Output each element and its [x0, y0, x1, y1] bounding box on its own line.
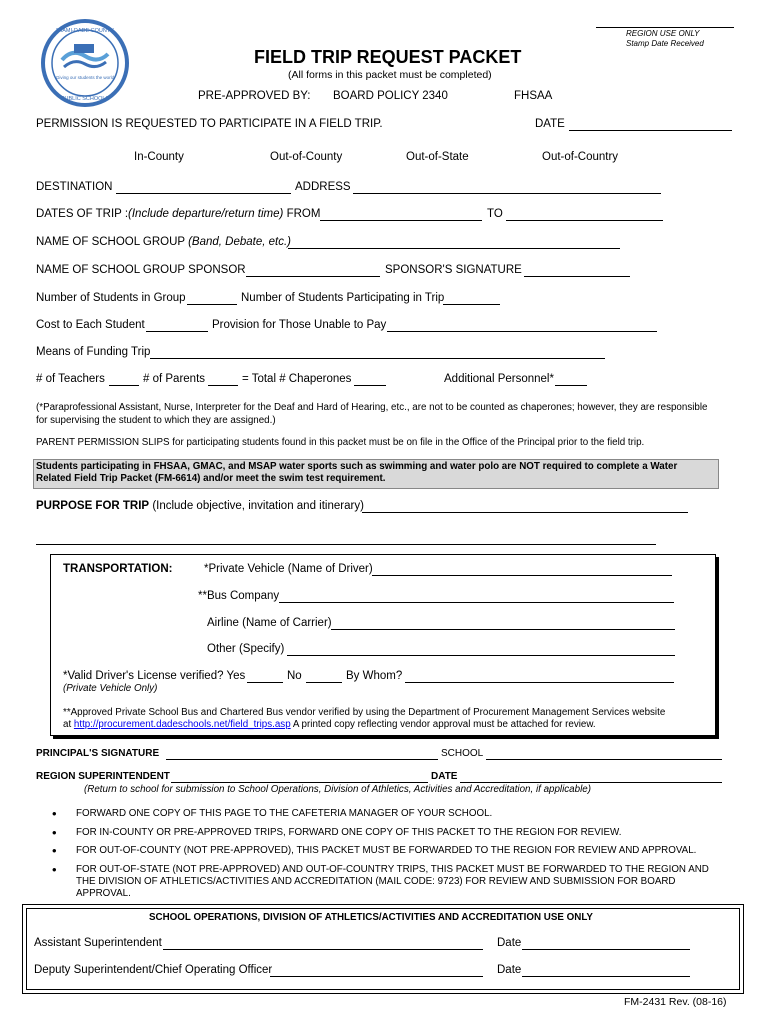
svg-text:MIAMI-DADE COUNTY: MIAMI-DADE COUNTY	[56, 28, 114, 34]
fhsaa-label: FHSAA	[514, 90, 553, 102]
assistant-superintendent-field[interactable]	[163, 949, 483, 950]
instruction-2: FOR IN-COUNTY OR PRE-APPROVED TRIPS, FORWARD ONE COPY OF THIS PACKET TO THE REGION FOR REVIEW.	[76, 827, 622, 838]
sponsor-label: NAME OF SCHOOL GROUP SPONSOR	[36, 264, 246, 276]
dates-label: DATES OF TRIP :(Include departure/return time) FROM	[36, 208, 321, 220]
instruction-1: FORWARD ONE COPY OF THIS PAGE TO THE CAFETERIA MANAGER OF YOUR SCHOOL.	[76, 808, 493, 819]
region-superintendent-label: REGION SUPERINTENDENT	[36, 771, 170, 782]
address-label: ADDRESS	[295, 181, 351, 193]
instruction-3: FOR OUT-OF-COUNTY (NOT PRE-APPROVED), THIS PACKET MUST BE FORWARDED TO THE REGION FOR REVIEW AND APPROVAL.	[76, 845, 697, 856]
transportation-label: TRANSPORTATION:	[63, 563, 173, 575]
sponsor-signature-field[interactable]	[524, 276, 630, 277]
airline-label: Airline (Name of Carrier)	[207, 617, 332, 629]
num-group-field[interactable]	[187, 304, 237, 305]
sponsor-field[interactable]	[246, 276, 380, 277]
region-use-label: REGION USE ONLY	[626, 29, 700, 38]
provision-field[interactable]	[387, 331, 657, 332]
purpose-label: PURPOSE FOR TRIP (Include objective, invitation and itinerary)	[36, 500, 364, 512]
school-district-logo	[40, 18, 130, 108]
license-no-label: No	[287, 670, 302, 682]
trip-type-out-of-state[interactable]: Out-of-State	[406, 151, 469, 163]
paraprofessional-note-1: (*Paraprofessional Assistant, Nurse, Interpreter for the Deaf and Hard of Hearing, etc., are not to be counted as chaperones; however, they are responsible	[36, 402, 708, 413]
address-field[interactable]	[353, 193, 661, 194]
form-id: FM-2431 Rev. (08-16)	[624, 996, 727, 1008]
teachers-field[interactable]	[109, 385, 139, 386]
instruction-4-line-1: FOR OUT-OF-STATE (NOT PRE-APPROVED) AND OUT-OF-COUNTRY TRIPS, THIS PACKET MUST BE FORWARDED TO THE REGION AND	[76, 864, 709, 875]
private-vehicle-label: *Private Vehicle (Name of Driver)	[204, 563, 373, 575]
instruction-4-line-2: THE DIVISION OF ATHLETICS/ACTIVITIES AND ACCREDITATION (MAIL CODE: 9723) FOR REVIEW AND SUBMISSION FOR BOARD	[76, 876, 676, 887]
num-participating-label: Number of Students Participating in Trip	[241, 292, 445, 304]
deputy-date-label: Date	[497, 964, 522, 976]
by-whom-label: By Whom?	[346, 670, 403, 682]
num-participating-field[interactable]	[443, 304, 500, 305]
private-vehicle-only-note: (Private Vehicle Only)	[63, 683, 158, 694]
school-label: SCHOOL	[441, 748, 484, 759]
principal-signature-field[interactable]	[166, 759, 438, 760]
board-policy-label: BOARD POLICY 2340	[333, 90, 448, 102]
license-label: *Valid Driver's License verified? Yes	[63, 670, 246, 682]
total-chaperones-label: = Total # Chaperones	[242, 373, 352, 385]
deputy-superintendent-field[interactable]	[270, 976, 483, 977]
deputy-date-field[interactable]	[522, 976, 690, 977]
cost-label: Cost to Each Student	[36, 319, 145, 331]
svg-text:Giving our students the world: Giving our students the world	[55, 75, 115, 80]
trip-type-out-of-country[interactable]: Out-of-Country	[542, 151, 619, 163]
preapproved-label: PRE-APPROVED BY:	[198, 90, 311, 102]
assistant-date-label: Date	[497, 937, 522, 949]
additional-personnel-label: Additional Personnel*	[444, 373, 554, 385]
paraprofessional-note-2: for supervising the student to which they are assigned.)	[36, 415, 276, 426]
sponsor-signature-label: SPONSOR'S SIGNATURE	[385, 264, 522, 276]
region-date-label: DATE	[431, 771, 458, 782]
bus-company-label: **Bus Company	[198, 590, 280, 602]
airline-field[interactable]	[331, 629, 675, 630]
other-label: Other (Specify)	[207, 643, 285, 655]
teachers-label: # of Teachers	[36, 373, 105, 385]
approved-vendor-note: **Approved Private School Bus and Chartered Bus vendor verified by using the Department of Procurement Management Services website	[63, 707, 666, 718]
num-group-label: Number of Students in Group	[36, 292, 186, 304]
parents-field[interactable]	[208, 385, 238, 386]
additional-personnel-field[interactable]	[555, 385, 587, 386]
bullet: •	[52, 825, 57, 840]
page-title: FIELD TRIP REQUEST PACKET	[254, 47, 522, 67]
provision-label: Provision for Those Unable to Pay	[212, 319, 387, 331]
instruction-4-line-3: APPROVAL.	[76, 888, 131, 899]
return-note: (Return to school for submission to School Operations, Division of Athletics, Activities and Accreditation, if applicable)	[84, 784, 591, 795]
purpose-field-2[interactable]	[36, 544, 656, 545]
permission-slips-note: PARENT PERMISSION SLIPS for participating students found in this packet must be on file in the Office of the Principal prior to the field trip.	[36, 437, 645, 448]
bullet: •	[52, 843, 57, 858]
office-use-title: SCHOOL OPERATIONS, DIVISION OF ATHLETICS/ACTIVITIES AND ACCREDITATION USE ONLY	[149, 912, 593, 923]
group-name-label: NAME OF SCHOOL GROUP (Band, Debate, etc.)	[36, 236, 292, 248]
trip-type-in-county[interactable]: In-County	[134, 151, 184, 163]
to-label: TO	[487, 208, 503, 220]
total-chaperones-field[interactable]	[354, 385, 386, 386]
destination-field[interactable]	[116, 193, 291, 194]
svg-text:PUBLIC SCHOOLS: PUBLIC SCHOOLS	[60, 96, 110, 102]
region-use-line	[596, 27, 734, 28]
purpose-field-1[interactable]	[362, 512, 688, 513]
trip-type-out-of-county[interactable]: Out-of-County	[270, 151, 343, 163]
approved-vendor-link-line: at http://procurement.dadeschools.net/field_trips.asp A printed copy reflecting vendor approval must be attached for review.	[63, 719, 596, 730]
permission-text: PERMISSION IS REQUESTED TO PARTICIPATE IN A FIELD TRIP.	[36, 118, 383, 130]
date-from-field[interactable]	[320, 220, 482, 221]
water-sports-line-1: Students participating in FHSAA, GMAC, and MSAP water sports such as swimming and water polo are NOT required to complete a Water	[36, 461, 678, 472]
bullet: •	[52, 806, 57, 821]
by-whom-field[interactable]	[405, 682, 674, 683]
date-label: DATE	[535, 118, 565, 130]
assistant-date-field[interactable]	[522, 949, 690, 950]
private-vehicle-field[interactable]	[372, 575, 672, 576]
procurement-link[interactable]: http://procurement.dadeschools.net/field_trips.asp	[73, 719, 291, 730]
page-subtitle: (All forms in this packet must be completed)	[288, 69, 492, 81]
deputy-superintendent-label: Deputy Superintendent/Chief Operating Officer	[34, 964, 273, 976]
stamp-date-label: Stamp Date Received	[626, 39, 704, 48]
license-no-field[interactable]	[306, 682, 342, 683]
parents-label: # of Parents	[143, 373, 206, 385]
license-yes-field[interactable]	[247, 682, 283, 683]
group-name-field[interactable]	[288, 248, 620, 249]
funding-label: Means of Funding Trip	[36, 346, 151, 358]
other-field[interactable]	[287, 655, 675, 656]
region-superintendent-field[interactable]	[171, 782, 428, 783]
cost-field[interactable]	[146, 331, 208, 332]
principal-signature-label: PRINCIPAL'S SIGNATURE	[36, 748, 160, 759]
date-to-field[interactable]	[506, 220, 663, 221]
destination-label: DESTINATION	[36, 181, 113, 193]
assistant-superintendent-label: Assistant Superintendent	[34, 937, 162, 949]
date-field[interactable]	[569, 130, 732, 131]
bus-company-field[interactable]	[279, 602, 674, 603]
funding-field[interactable]	[150, 358, 605, 359]
bullet: •	[52, 862, 57, 877]
water-sports-line-2: Related Field Trip Packet (FM-6614) and/or meet the swim test requirement.	[36, 473, 386, 484]
region-date-field[interactable]	[460, 782, 722, 783]
school-field[interactable]	[486, 759, 722, 760]
